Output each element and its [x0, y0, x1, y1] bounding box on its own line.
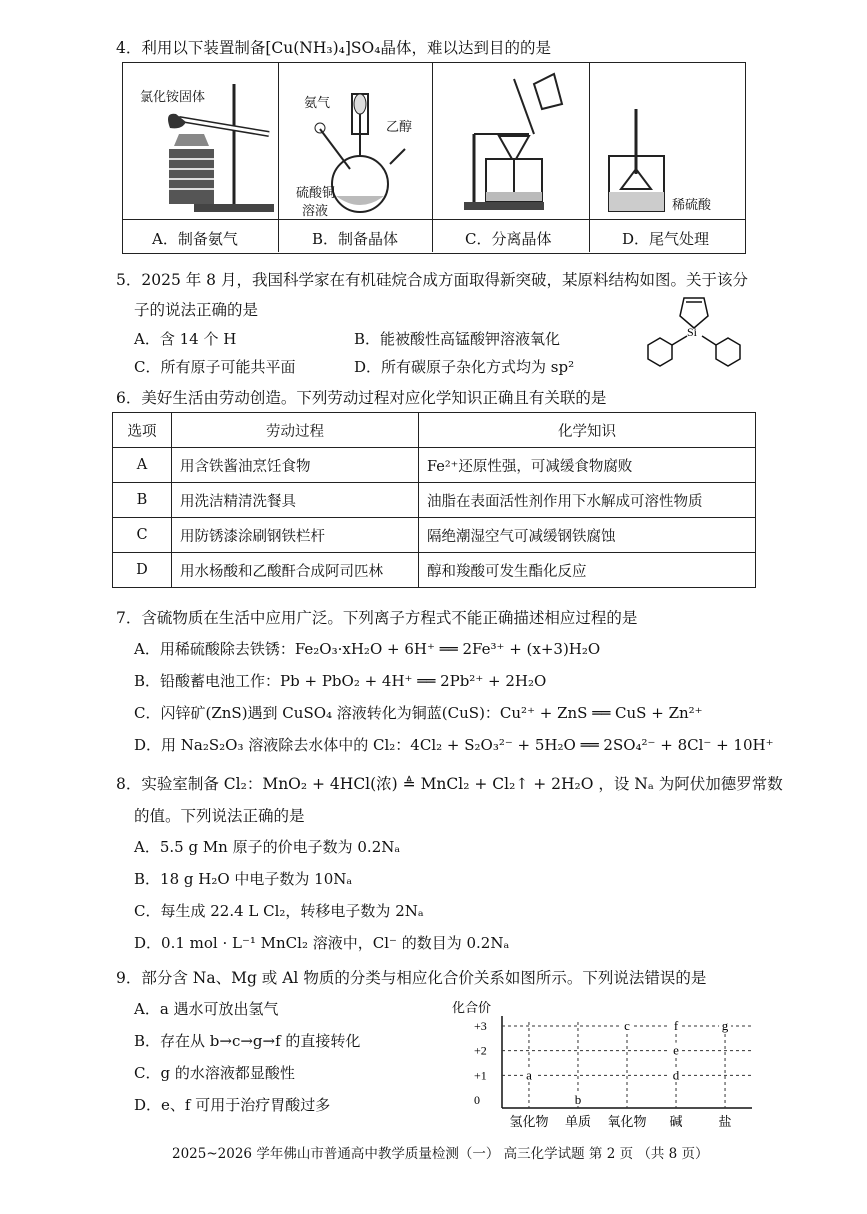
panel-b-label-cuso4-1: 硫酸铜: [296, 186, 336, 201]
table-cell: B: [113, 483, 172, 518]
chart-ylabel: 化合价: [452, 1000, 492, 1015]
chart-point-g: g: [721, 1018, 729, 1033]
table-cell: 油脂在表面活性剂作用下水解成可溶性物质: [419, 483, 756, 518]
apparatus-d-drawing: [591, 64, 743, 218]
table-cell: 隔绝潮湿空气可减缓钢铁腐蚀: [419, 518, 756, 553]
q4-divider-2: [432, 62, 433, 252]
q5-option-a: A．含 14 个 H: [134, 330, 237, 348]
q5-option-c: C．所有原子可能共平面: [134, 358, 296, 376]
q8-option-a: A．5.5 g Mn 原子的价电子数为 0.2Nₐ: [134, 838, 401, 856]
q8-option-d: D．0.1 mol · L⁻¹ MnCl₂ 溶液中，Cl⁻ 的数目为 0.2Nₐ: [134, 934, 510, 952]
table-cell: 用洗洁精清洗餐具: [172, 483, 419, 518]
q9-option-c: C．g 的水溶液都显酸性: [134, 1064, 295, 1082]
panel-d-caption: D．尾气处理: [622, 230, 710, 248]
q6-table: [112, 412, 756, 588]
chart-y-tick-label: +3: [474, 1019, 487, 1033]
q7-option-d: D．用 Na₂S₂O₃ 溶液除去水体中的 Cl₂：4Cl₂ + S₂O₃²⁻ + 5H₂O ══ 2SO₄²⁻ + 8Cl⁻ + 10H⁺: [134, 736, 774, 754]
q4-divider-1: [278, 62, 279, 252]
table-cell: 醇和羧酸可发生酯化反应: [419, 553, 756, 588]
panel-b-caption: B．制备晶体: [312, 230, 399, 248]
table-cell: A: [113, 448, 172, 483]
apparatus-c-drawing: [434, 64, 588, 218]
chart-point-e: e: [673, 1042, 679, 1058]
q5-si-label: Si: [687, 325, 698, 339]
panel-a-label-1: 氯化铵固体: [140, 90, 206, 105]
chart-x-tick-label: 单质: [564, 1114, 591, 1129]
chart-x-tick-label: 碱: [669, 1114, 683, 1129]
chart-point-f: f: [673, 1018, 679, 1033]
page-footer: 2025~2026 学年佛山市普通高中教学质量检测（一） 高三化学试题 第 2 页 （共 8 页）: [172, 1146, 709, 1162]
q5-stem-line2: 子的说法正确的是: [134, 301, 259, 319]
table-header-cell: 化学知识: [419, 413, 756, 448]
panel-d-label-h2so4: 稀硫酸: [672, 198, 712, 213]
q8-option-b: B．18 g H₂O 中电子数为 10Nₐ: [134, 870, 353, 888]
table-row: [113, 448, 756, 483]
q7-option-a: A．用稀硫酸除去铁锈：Fe₂O₃·xH₂O + 6H⁺ ══ 2Fe³⁺ + (x+3)H₂O: [134, 640, 601, 658]
chart-x-tick-label: 氢化物: [509, 1114, 549, 1129]
q4-divider-3: [589, 62, 590, 252]
chart-point-d: d: [672, 1067, 680, 1083]
q7-option-b: B．铅酸蓄电池工作：Pb + PbO₂ + 4H⁺ ══ 2Pb²⁺ + 2H₂O: [134, 672, 547, 690]
panel-b-label-cuso4-2: 溶液: [302, 204, 329, 219]
q5-option-b: B．能被酸性高锰酸钾溶液氧化: [354, 330, 561, 348]
q8-stem-line2: 的值。下列说法正确的是: [134, 807, 305, 825]
q5-structure-drawing: [632, 290, 757, 370]
q9-option-d: D．e、f 可用于治疗胃酸过多: [134, 1096, 331, 1114]
chart-x-tick-label: 氧化物: [607, 1114, 647, 1129]
chart-y-tick-label: +2: [474, 1043, 487, 1058]
q5-stem-line1: 5．2025 年 8 月，我国科学家在有机硅烷合成方面取得新突破，某原料结构如图。关于该分: [116, 271, 748, 289]
valence-chart: [440, 996, 760, 1132]
chart-point-b: b: [574, 1092, 582, 1107]
q4-caption-divider: [122, 219, 746, 220]
table-cell: D: [113, 553, 172, 588]
table-cell: C: [113, 518, 172, 553]
q7-stem: 7．含硫物质在生活中应用广泛。下列离子方程式不能正确描述相应过程的是: [116, 609, 638, 627]
table-cell: Fe²⁺还原性强，可减缓食物腐败: [419, 448, 756, 483]
chart-x-tick-label: 盐: [718, 1114, 732, 1129]
table-header-row: [113, 413, 756, 448]
chart-point-c: c: [624, 1018, 630, 1033]
chart-point-a: a: [526, 1067, 532, 1083]
table-cell: 用防锈漆涂刷钢铁栏杆: [172, 518, 419, 553]
panel-b-label-nh3: 氨气: [304, 96, 331, 111]
table-header-cell: 选项: [113, 413, 172, 448]
q5-option-d: D．所有碳原子杂化方式均为 sp²: [354, 358, 575, 376]
table-header-cell: 劳动过程: [172, 413, 419, 448]
q7-option-c: C．闪锌矿(ZnS)遇到 CuSO₄ 溶液转化为铜蓝(CuS)：Cu²⁺ + ZnS ══ CuS + Zn²⁺: [134, 704, 703, 722]
chart-y-tick-label: 0: [474, 1093, 480, 1107]
table-row: [113, 518, 756, 553]
q9-option-a: A．a 遇水可放出氢气: [134, 1000, 279, 1018]
chart-y-tick-label: +1: [474, 1068, 487, 1083]
table-cell: 用水杨酸和乙酸酐合成阿司匹林: [172, 553, 419, 588]
q4-stem: 4．利用以下装置制备[Cu(NH₃)₄]SO₄晶体，难以达到目的的是: [116, 39, 551, 57]
q8-stem-line1: 8．实验室制备 Cl₂：MnO₂ + 4HCl(浓) ≜ MnCl₂ + Cl₂↑ + 2H₂O ，设 Nₐ 为阿伏加德罗常数: [116, 775, 783, 793]
q8-option-c: C．每生成 22.4 L Cl₂，转移电子数为 2Nₐ: [134, 902, 424, 920]
q9-stem: 9．部分含 Na、Mg 或 Al 物质的分类与相应化合价关系如图所示。下列说法错误的是: [116, 969, 707, 987]
panel-b-label-ethanol: 乙醇: [386, 120, 413, 135]
panel-c-caption: C．分离晶体: [465, 230, 552, 248]
table-row: [113, 483, 756, 518]
table-cell: 用含铁酱油烹饪食物: [172, 448, 419, 483]
q6-stem: 6．美好生活由劳动创造。下列劳动过程对应化学知识正确且有关联的是: [116, 389, 607, 407]
table-row: [113, 553, 756, 588]
panel-a-caption: A．制备氨气: [152, 230, 238, 248]
q9-option-b: B．存在从 b→c→g→f 的直接转化: [134, 1032, 361, 1050]
